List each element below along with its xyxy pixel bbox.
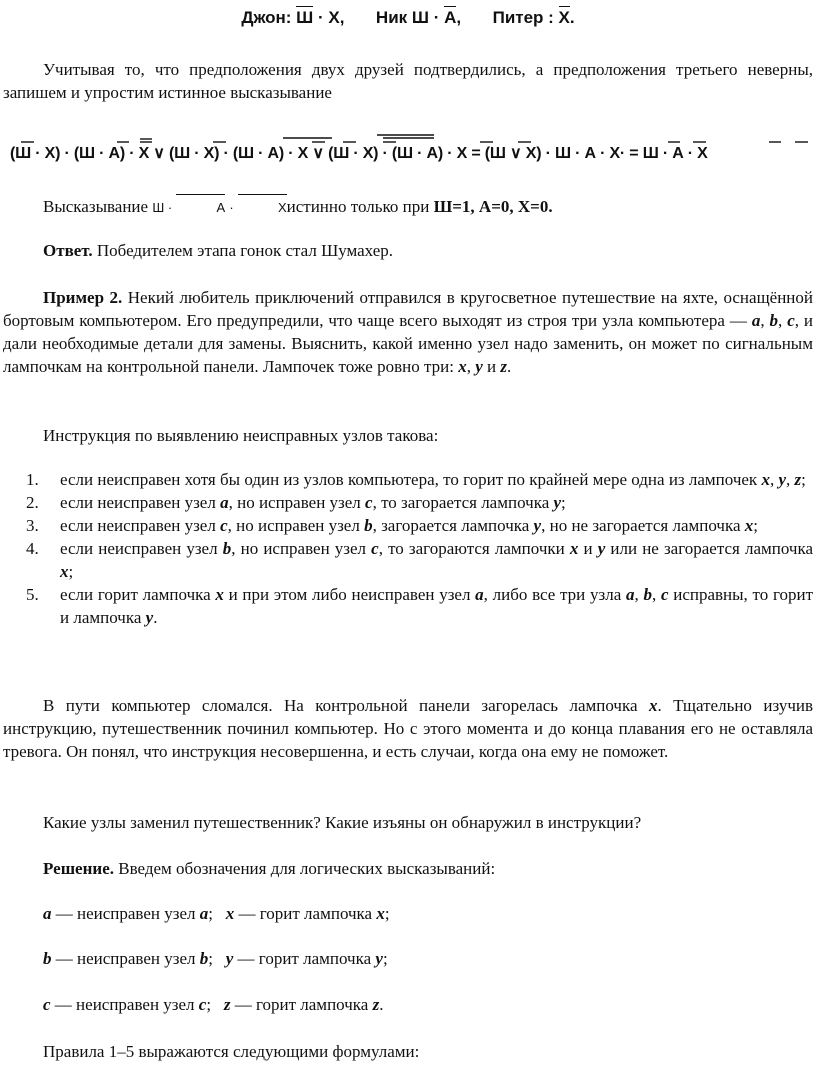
def-var: x bbox=[376, 904, 385, 923]
def-var: y bbox=[225, 949, 234, 968]
def-var: a bbox=[43, 904, 52, 923]
rule-number: 1. bbox=[26, 470, 39, 489]
rule-text: если неисправен узел c, но исправен узел b, загорается лампочка y, но не загорается лампочка x; bbox=[60, 516, 759, 535]
john-x: Х, bbox=[328, 8, 345, 27]
def-var: a bbox=[199, 904, 209, 923]
intro-paragraph: Учитывая то, что предположения двух друзей подтвердились, а предположения третьего неверны, запишем и упростим истинное высказывание bbox=[3, 60, 813, 102]
var-a: a bbox=[751, 311, 761, 330]
solution-paragraph bbox=[0, 857, 816, 880]
statement-paragraph bbox=[0, 194, 816, 219]
piter-dot: . bbox=[569, 8, 575, 27]
simplification-formula bbox=[10, 130, 810, 175]
def-var: c bbox=[43, 995, 51, 1014]
definition-row bbox=[0, 902, 816, 925]
def-text: — горит лампочка bbox=[238, 904, 373, 923]
answer-text: Победителем этапа гонок стал Шумахер. bbox=[96, 241, 394, 260]
var-c: c bbox=[787, 311, 795, 330]
example-end: . bbox=[506, 357, 512, 376]
solution-label: Решение. bbox=[43, 859, 114, 878]
statement-x: Х bbox=[238, 194, 287, 219]
def-end: ; bbox=[382, 949, 388, 968]
answer-paragraph bbox=[0, 239, 816, 262]
def-text: — неисправен узел bbox=[55, 904, 196, 923]
statement-sh: Ш · bbox=[152, 200, 173, 215]
rule-text: если неисправен узел a, но исправен узел c, то загорается лампочка y; bbox=[60, 493, 566, 512]
rule-item bbox=[0, 583, 816, 629]
rule-text: если неисправен узел b, но исправен узел c, то загораются лампочки x и y или не загорается лампочка x; bbox=[60, 539, 814, 581]
john-sh: Ш bbox=[296, 8, 314, 27]
def-text: — неисправен узел bbox=[54, 995, 195, 1014]
john-dot: · bbox=[317, 8, 324, 27]
nik-label: Ник bbox=[375, 8, 408, 27]
rule-text: если горит лампочка x и при этом либо неисправен узел a, либо все три узла a, b, c исправны, то горит и лампочка y. bbox=[60, 585, 814, 627]
rules-formulas-intro: Правила 1–5 выражаются следующими формулами: bbox=[43, 1042, 420, 1061]
def-text: — горит лампочка bbox=[237, 949, 372, 968]
def-var: b bbox=[199, 949, 209, 968]
statement-prefix: Высказывание bbox=[43, 197, 149, 216]
var-b: b bbox=[769, 311, 778, 330]
john-label: Джон: bbox=[241, 8, 292, 27]
def-var: b bbox=[43, 949, 52, 968]
def-var: x bbox=[225, 904, 235, 923]
piter-x: Х bbox=[558, 8, 570, 27]
example-text2: , и дали необходимые детали для замены. Выяснить, какой именно узел надо заменить, он может по сигнальным лампочкам на контрольной панели. Лампочек тоже ровно три: bbox=[3, 311, 814, 376]
rule-item bbox=[0, 491, 816, 514]
statement-values: Ш=1, А=0, Х=0. bbox=[433, 197, 553, 216]
formula-line: (Ш · Х) · (Ш · А) · Х ∨ (Ш · Х) · (Ш · А) · Х ∨ (Ш · Х) · (Ш · А) · Х = (Ш ∨ Х) · Ш · А · Х· = Ш · А · Х bbox=[10, 145, 708, 162]
example-and: и bbox=[486, 357, 497, 376]
def-var: y bbox=[375, 949, 383, 968]
nik-a: А bbox=[444, 8, 457, 27]
def-var: z bbox=[223, 995, 231, 1014]
statement-a: А bbox=[176, 194, 225, 219]
nik-sh: Ш · bbox=[411, 8, 440, 27]
definition-row bbox=[0, 993, 816, 1016]
example-label: Пример 2. bbox=[43, 288, 123, 307]
def-sep: ; bbox=[206, 995, 212, 1014]
var-y: y bbox=[475, 357, 483, 376]
instruction-intro: Инструкция по выявлению неисправных узлов такова: bbox=[43, 426, 439, 445]
def-var: c bbox=[198, 995, 207, 1014]
var-z: z bbox=[500, 357, 507, 376]
def-end: ; bbox=[384, 904, 390, 923]
def-text: — неисправен узел bbox=[55, 949, 196, 968]
var-x: x bbox=[458, 357, 467, 376]
def-sep: ; bbox=[208, 904, 213, 923]
rule-item bbox=[0, 468, 816, 491]
def-text: — горит лампочка bbox=[234, 995, 369, 1014]
story-paragraph: В пути компьютер сломался. На контрольной панели загорелась лампочка x. Тщательно изучив инструкцию, путешественник починил компьютер. Но с этого момента и до конца плавания его не оставляла тревога. Он понял, что инструкция несовершенна, и есть случаи, когда она ему не поможет. bbox=[3, 696, 813, 761]
example-paragraph: Пример 2. Некий любитель приключений отправился в кругосветное путешествие на яхте, оснащённой бортовым компьютером. Его предупредили, что чаще всего выходят из строя три узла компьютера — a, b, c, и дали необходимые детали для замены. Выяснить, какой именно узел надо заменить, он может по сигнальным лампочкам на контрольной панели. Лампочек тоже ровно три: x, y и z. bbox=[3, 288, 814, 376]
rule-number: 5. bbox=[26, 585, 39, 604]
def-end: . bbox=[379, 995, 384, 1014]
rules-list bbox=[0, 468, 816, 629]
solution-text: Введем обозначения для логических высказываний: bbox=[118, 859, 496, 878]
statement-middle: истинно только при bbox=[286, 197, 430, 216]
rule-number: 2. bbox=[26, 493, 39, 512]
question-paragraph: Какие узлы заменил путешественник? Какие изъяны он обнаружил в инструкции? bbox=[43, 813, 642, 832]
example-text1: Некий любитель приключений отправился в кругосветное путешествие на яхте, оснащённой бортовым компьютером. Его предупредили, что чаще всего выходят из строя три узла компьютера — bbox=[3, 288, 813, 330]
rule-number: 3. bbox=[26, 516, 39, 535]
definition-row bbox=[0, 947, 816, 970]
header-predictions bbox=[0, 6, 816, 28]
def-sep: ; bbox=[208, 949, 213, 968]
rule-number: 4. bbox=[26, 539, 39, 558]
rule-text: если неисправен хотя бы один из узлов компьютера, то горит по крайней мере одна из лампочек x, y, z; bbox=[60, 470, 806, 489]
piter-label: Питер : bbox=[492, 8, 554, 27]
rule-item bbox=[0, 537, 816, 583]
answer-label: Ответ. bbox=[43, 241, 93, 260]
rule-item bbox=[0, 514, 816, 537]
def-var: z bbox=[372, 995, 380, 1014]
statement-dot: · bbox=[229, 200, 234, 215]
formula-svg bbox=[10, 130, 810, 170]
nik-comma: , bbox=[456, 8, 462, 27]
